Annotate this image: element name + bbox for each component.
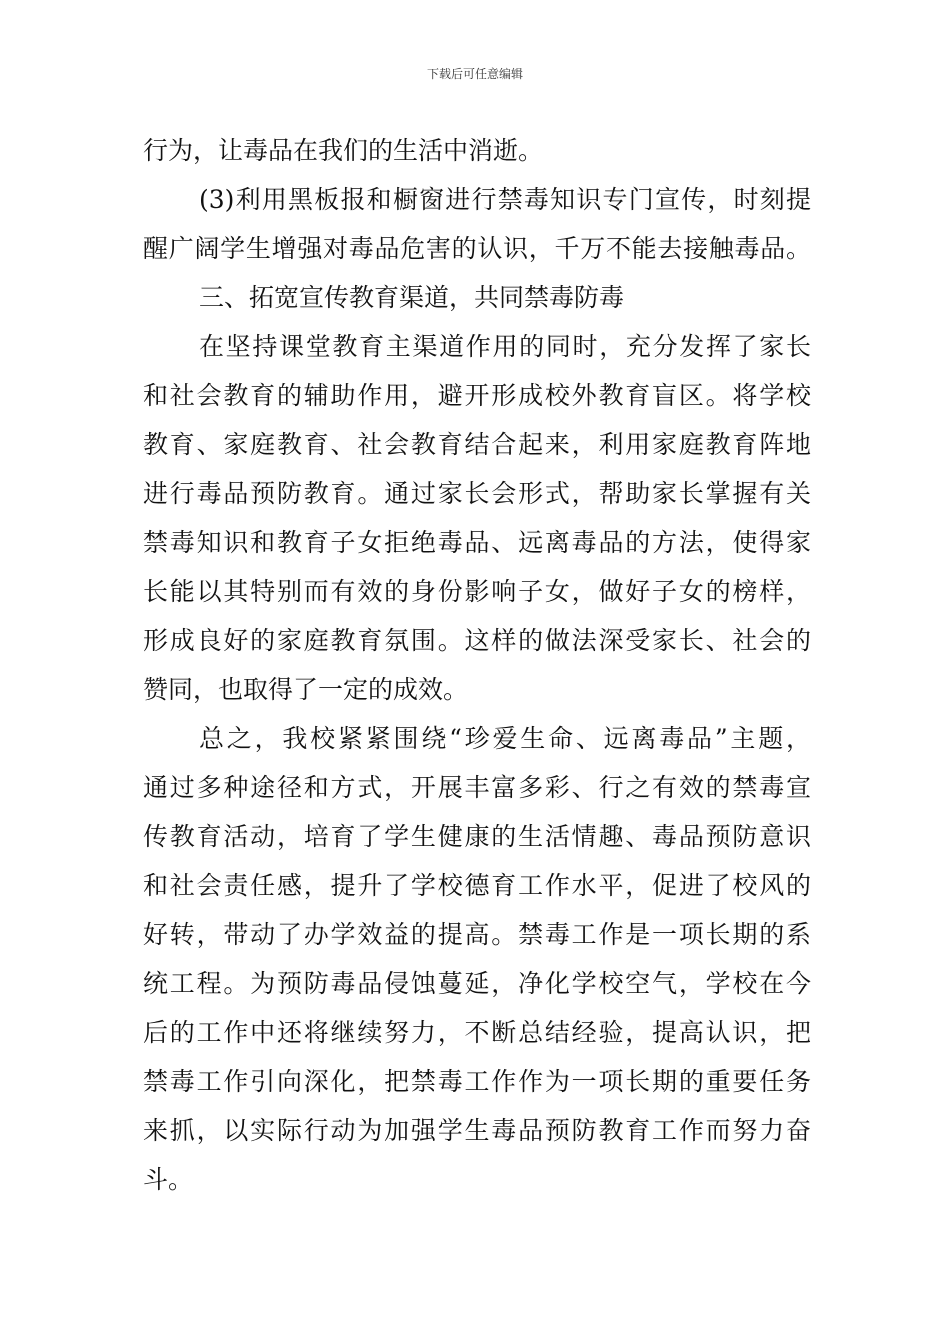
section-heading: 三、拓宽宣传教育渠道，共同禁毒防毒 xyxy=(199,283,625,312)
text-line: 和社会责任感，提升了学校德育工作水平，促进了校风的 xyxy=(143,871,811,900)
text-line: (3)利用黑板报和橱窗进行禁毒知识专门宣传，时刻提 xyxy=(199,185,811,214)
text-line: 长能以其特别而有效的身份影响子女，做好子女的榜样， xyxy=(143,577,811,606)
text-line: 后的工作中还将继续努力，不断总结经验，提高认识，把 xyxy=(143,1018,811,1047)
text-line: 禁毒知识和教育子女拒绝毒品、远离毒品的方法，使得家 xyxy=(143,528,811,557)
text-line: 形成良好的家庭教育氛围。这样的做法深受家长、社会的 xyxy=(143,626,811,655)
text-line: 醒广阔学生增强对毒品危害的认识，千万不能去接触毒品。 xyxy=(143,234,811,263)
text-line: 总之，我校紧紧围绕“珍爱生命、远离毒品”主题， xyxy=(199,724,811,753)
text-line: 和社会教育的辅助作用，避开形成校外教育盲区。将学校 xyxy=(143,381,811,410)
text-line: 行为，让毒品在我们的生活中消逝。 xyxy=(143,136,544,165)
document-body xyxy=(143,126,811,1204)
text-line: 在坚持课堂教育主渠道作用的同时，充分发挥了家长 xyxy=(199,332,811,361)
text-line: 来抓，以实际行动为加强学生毒品预防教育工作而努力奋 xyxy=(143,1116,811,1145)
page-header: 下载后可任意编辑 xyxy=(426,67,523,81)
text-line: 好转，带动了办学效益的提高。禁毒工作是一项长期的系 xyxy=(143,920,811,949)
text-line: 斗。 xyxy=(143,1165,194,1194)
text-line: 传教育活动，培育了学生健康的生活情趣、毒品预防意识 xyxy=(143,822,811,851)
text-line: 统工程。为预防毒品侵蚀蔓延，净化学校空气，学校在今 xyxy=(143,969,811,998)
text-line: 赞同，也取得了一定的成效。 xyxy=(143,675,469,704)
text-line: 通过多种途径和方式，开展丰富多彩、行之有效的禁毒宣 xyxy=(143,773,811,802)
text-line: 教育、家庭教育、社会教育结合起来，利用家庭教育阵地 xyxy=(143,430,811,459)
text-line: 进行毒品预防教育。通过家长会形式，帮助家长掌握有关 xyxy=(143,479,811,508)
text-line: 禁毒工作引向深化，把禁毒工作作为一项长期的重要任务 xyxy=(143,1067,811,1096)
